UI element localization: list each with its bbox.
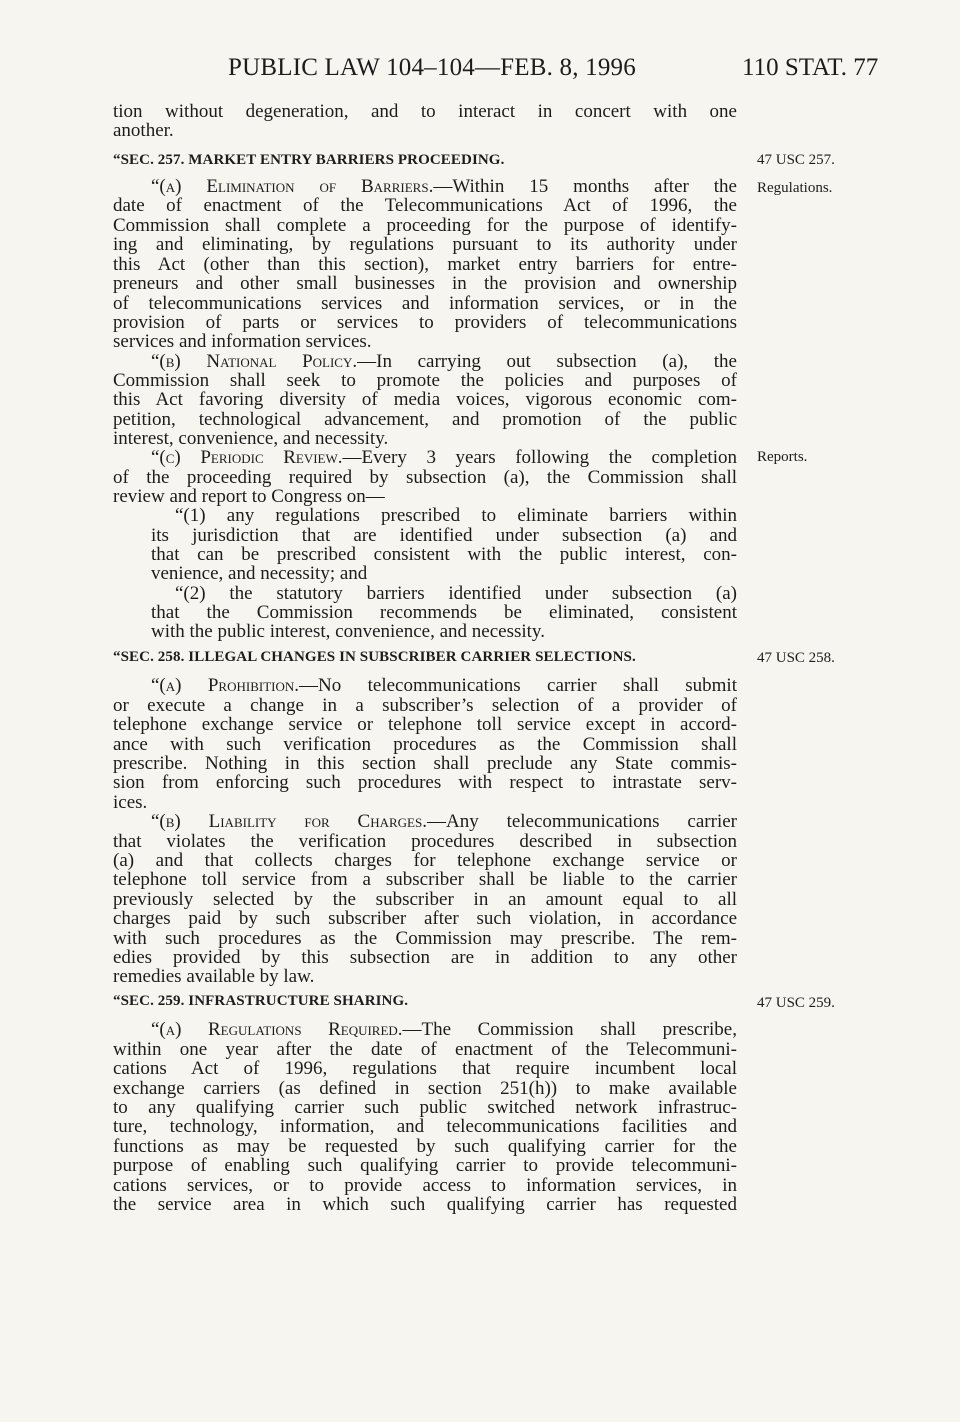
paragraph-first-line: [151, 812, 737, 832]
text-line: this Act (other than this section), market entry barriers for entre-: [113, 254, 737, 275]
text-line: that the Commission recommends be eliminated, consistent: [151, 602, 737, 623]
list-item-first-line: “(1) any regulations prescribed to eliminate barriers within: [175, 505, 737, 526]
paragraph-text: —Within 15 months after the: [433, 176, 737, 197]
text-line: ture, technology, information, and telecommunications facilities and: [113, 1116, 737, 1137]
text-line: review and report to Congress on—: [113, 486, 385, 507]
paragraph-first-line: [151, 676, 737, 696]
page-number: 110 STAT. 77: [742, 54, 879, 81]
text-line: venience, and necessity; and: [151, 563, 368, 584]
section-258-heading: “SEC. 258. ILLEGAL CHANGES IN SUBSCRIBER CARRIER SELECTIONS.: [113, 649, 636, 665]
text-line: with such procedures as the Commission may prescribe. The rem-: [113, 928, 737, 949]
subsection-caption: “(a) Prohibition.: [151, 675, 300, 696]
text-line: of the proceeding required by subsection (a), the Commission shall: [113, 467, 737, 488]
text-line: petition, technological advancement, and promotion of the public: [113, 409, 737, 430]
text-line: with the public interest, convenience, and necessity.: [151, 621, 545, 642]
section-257-heading: “SEC. 257. MARKET ENTRY BARRIERS PROCEEDING.: [113, 152, 505, 168]
paragraph-text: —Any telecommunications carrier: [426, 811, 737, 832]
text-line: tion without degeneration, and to interact in concert with one: [113, 101, 737, 122]
text-line: its jurisdiction that are identified under subsection (a) and: [151, 525, 737, 546]
paragraph-text: —In carrying out subsection (a), the: [357, 351, 737, 372]
text-line: another.: [113, 120, 174, 141]
regulations-note: Regulations.: [757, 180, 833, 196]
text-line: date of enactment of the Telecommunications Act of 1996, the: [113, 195, 737, 216]
paragraph-first-line: [151, 1020, 737, 1040]
text-line: that violates the verification procedures described in subsection: [113, 831, 737, 852]
paragraph-text: —The Commission shall prescribe,: [402, 1019, 737, 1040]
subsection-caption: “(a) Regulations Required.: [151, 1019, 403, 1040]
text-line: of telecommunications services and information services, or in the: [113, 293, 737, 314]
text-line: ices.: [113, 792, 148, 813]
text-line: edies provided by this subsection are in addition to any other: [113, 947, 737, 968]
text-line: preneurs and other small businesses in the provision and ownership: [113, 273, 737, 294]
text-line: previously selected by the subscriber in an amount equal to all: [113, 889, 737, 910]
text-line: ing and eliminating, by regulations pursuant to its authority under: [113, 234, 737, 255]
reports-note: Reports.: [757, 449, 808, 465]
text-line: to any qualifying carrier such public switched network infrastruc-: [113, 1097, 737, 1118]
text-line: telephone toll service from a subscriber shall be liable to the carrier: [113, 869, 737, 890]
text-line: exchange carriers (as defined in section 251(h)) to make available: [113, 1078, 737, 1099]
subsection-caption: “(b) Liability for Charges.: [151, 811, 427, 832]
text-line: this Act favoring diversity of media voices, vigorous economic com-: [113, 389, 737, 410]
text-line: remedies available by law.: [113, 966, 315, 987]
text-line: cations services, or to provide access to information services, in: [113, 1175, 737, 1196]
paragraph-first-line: [151, 352, 737, 372]
text-line: functions as may be requested by such qualifying carrier for the: [113, 1136, 737, 1157]
text-line: telephone exchange service or telephone toll service except in accord-: [113, 714, 737, 735]
text-line: or execute a change in a subscriber’s selection of a provider of: [113, 695, 737, 716]
text-line: Commission shall complete a proceeding for the purpose of identify-: [113, 215, 737, 236]
section-259-heading: “SEC. 259. INFRASTRUCTURE SHARING.: [113, 993, 409, 1009]
subsection-caption: “(b) National Policy.: [151, 351, 358, 372]
paragraph-text: —No telecommunications carrier shall submit: [299, 675, 737, 696]
text-line: services and information services.: [113, 331, 372, 352]
text-line: the service area in which such qualifying carrier has requested: [113, 1194, 737, 1215]
subsection-caption: “(c) Periodic Review.: [151, 447, 343, 468]
text-line: cations Act of 1996, regulations that require incumbent local: [113, 1058, 737, 1079]
text-line: within one year after the date of enactment of the Telecommuni-: [113, 1039, 737, 1060]
text-line: that can be prescribed consistent with the public interest, con-: [151, 544, 737, 565]
text-line: provision of parts or services to providers of telecommunications: [113, 312, 737, 333]
paragraph-text: —Every 3 years following the completion: [342, 447, 737, 468]
paragraph-first-line: [151, 448, 737, 468]
text-line: charges paid by such subscriber after such violation, in accordance: [113, 908, 737, 929]
section-257-citation: 47 USC 257.: [757, 152, 835, 168]
text-line: ance with such verification procedures as the Commission shall: [113, 734, 737, 755]
section-259-citation: 47 USC 259.: [757, 995, 835, 1011]
text-line: Commission shall seek to promote the policies and purposes of: [113, 370, 737, 391]
text-line: prescribe. Nothing in this section shall preclude any State commis-: [113, 753, 737, 774]
subsection-caption: “(a) Elimination of Barriers.: [151, 176, 434, 197]
text-line: purpose of enabling such qualifying carrier to provide telecommuni-: [113, 1155, 737, 1176]
text-line: interest, convenience, and necessity.: [113, 428, 389, 449]
text-line: sion from enforcing such procedures with respect to intrastate serv-: [113, 772, 737, 793]
list-item-first-line: “(2) the statutory barriers identified under subsection (a): [175, 583, 737, 604]
paragraph-first-line: [151, 177, 737, 197]
section-258-citation: 47 USC 258.: [757, 650, 835, 666]
running-header: PUBLIC LAW 104–104—FEB. 8, 1996: [228, 54, 636, 81]
text-line: (a) and that collects charges for telephone exchange service or: [113, 850, 737, 871]
